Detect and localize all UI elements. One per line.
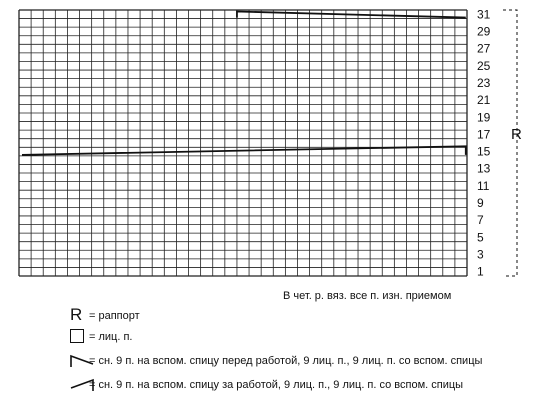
row-label: 9 [477, 196, 484, 211]
repeat-bracket [503, 10, 522, 276]
repeat-dashed-line [503, 10, 517, 276]
row-label: 25 [477, 58, 491, 73]
legend-repeat-symbol: R [70, 305, 83, 324]
cable-front-mark [237, 12, 466, 18]
legend-cable-back-text: = сн. 9 п. на вспом. спицу за работой, 9 лиц. п., 9 лиц. п. со вспом. спицы [89, 379, 464, 391]
wrong-side-note: В чет. р. вяз. все п. изн. приемом [283, 290, 452, 302]
row-label: 7 [477, 213, 484, 228]
row-label: 29 [477, 24, 491, 39]
legend-cable-front-text: = сн. 9 п. на вспом. спицу перед работой, 9 лиц. п., 9 лиц. п. со вспом. спицы [89, 355, 483, 367]
row-label: 11 [477, 178, 490, 193]
row-label: 31 [477, 7, 491, 22]
row-label: 21 [477, 93, 491, 108]
chart-grid [19, 10, 467, 276]
repeat-label: R [511, 126, 522, 143]
row-label: 15 [477, 144, 491, 159]
row-label: 19 [477, 110, 491, 125]
row-label: 13 [477, 161, 491, 176]
cable-symbols [22, 12, 466, 155]
row-label: 23 [477, 75, 491, 90]
row-label: 17 [477, 127, 491, 142]
legend-knit-text: = лиц. п. [89, 331, 133, 343]
row-label: 5 [477, 230, 484, 245]
row-label: 27 [477, 41, 491, 56]
row-labels [477, 7, 491, 278]
legend-knit-square-icon [70, 329, 84, 343]
row-label: 1 [477, 264, 484, 279]
row-label: 3 [477, 247, 484, 262]
legend-repeat-text: = раппорт [89, 310, 140, 322]
